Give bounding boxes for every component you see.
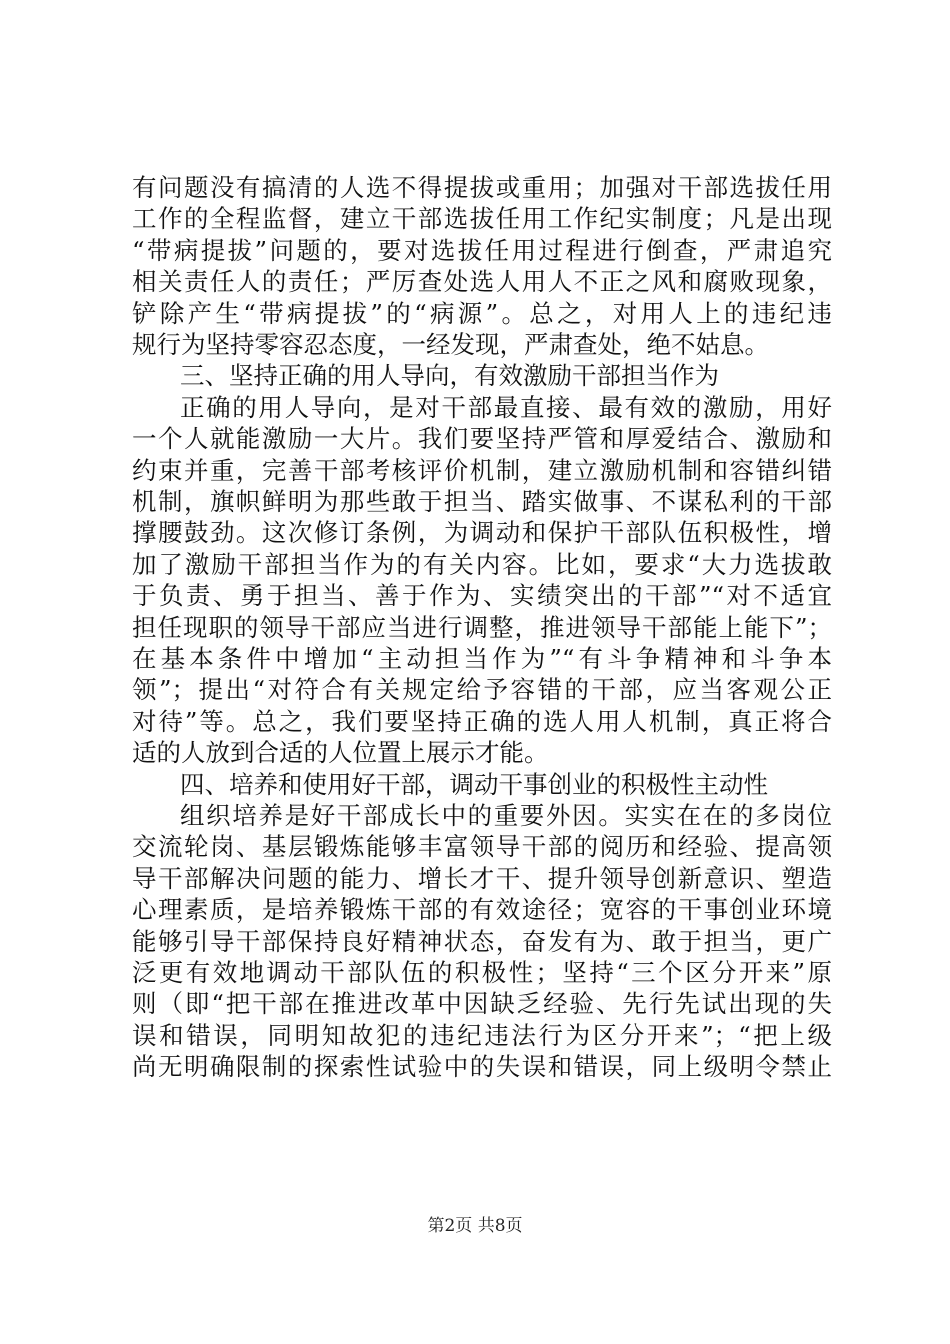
- text-line: 有问题没有搞清的人选不得提拔或重用；加强对干部选拔任用: [132, 173, 832, 202]
- text-line: 工作的全程监督，建立干部选拔任用工作纪实制度；凡是出现: [132, 204, 832, 234]
- paragraph-first-line: 正确的用人导向，是对干部最直接、最有效的激励，用好: [180, 392, 832, 422]
- text-line: 担任现职的领导干部应当进行调整，推进领导干部能上能下”；: [132, 612, 832, 642]
- text-line: 撑腰鼓劲。这次修订条例，为调动和保护干部队伍积极性，增: [132, 518, 832, 548]
- section-heading: 三、坚持正确的用人导向，有效激励干部担当作为: [180, 361, 719, 391]
- text-line: 机制，旗帜鲜明为那些敢于担当、踏实做事、不谋私利的干部: [132, 487, 832, 516]
- text-line: 一个人就能激励一大片。我们要坚持严管和厚爱结合、激励和: [132, 424, 832, 454]
- section-heading: 四、培养和使用好干部，调动干事创业的积极性主动性: [180, 769, 768, 799]
- text-line: 对待”等。总之，我们要坚持正确的选人用人机制，真正将合: [132, 706, 832, 736]
- text-line: 心理素质，是培养锻炼干部的有效途径；宽容的干事创业环境: [132, 895, 832, 925]
- text-line: 泛更有效地调动干部队伍的积极性；坚持“三个区分开来”原: [132, 958, 832, 987]
- text-line: 约束并重，完善干部考核评价机制，建立激励机制和容错纠错: [132, 455, 832, 485]
- text-line: “带病提拔”问题的，要对选拔任用过程进行倒查，严肃追究: [132, 235, 832, 265]
- page-number: 第2页 共8页: [427, 1216, 523, 1236]
- text-line: 于负责、勇于担当、善于作为、实绩突出的干部”“对不适宜: [132, 581, 832, 611]
- text-line: 在基本条件中增加“主动担当作为”“有斗争精神和斗争本: [132, 644, 832, 673]
- text-line: 加了激励干部担当作为的有关内容。比如，要求“大力选拔敢: [132, 549, 832, 579]
- text-line: 规行为坚持零容忍态度，一经发现，严肃查处，绝不姑息。: [132, 330, 769, 359]
- text-line: 领”；提出“对符合有关规定给予容错的干部，应当客观公正: [132, 675, 832, 705]
- text-line: 误和错误，同明知故犯的违纪违法行为区分开来”；“把上级: [132, 1020, 832, 1050]
- text-line: 交流轮岗、基层锻炼能够丰富领导干部的阅历和经验、提高领: [132, 832, 832, 862]
- text-line: 相关责任人的责任；严厉查处选人用人不正之风和腐败现象，: [132, 267, 832, 297]
- text-line: 能够引导干部保持良好精神状态，奋发有为、敢于担当，更广: [132, 926, 832, 956]
- paragraph-first-line: 组织培养是好干部成长中的重要外因。实实在在的多岗位: [180, 801, 832, 830]
- text-line: 铲除产生“带病提拔”的“病源”。总之，对用人上的违纪违: [132, 298, 832, 328]
- text-line: 尚无明确限制的探索性试验中的失误和错误，同上级明令禁止: [132, 1052, 832, 1082]
- text-line: 适的人放到合适的人位置上展示才能。: [132, 738, 549, 768]
- text-line: 则（即“把干部在推进改革中因缺乏经验、先行先试出现的失: [132, 989, 832, 1019]
- text-line: 导干部解决问题的能力、增长才干、提升领导创新意识、塑造: [132, 863, 832, 893]
